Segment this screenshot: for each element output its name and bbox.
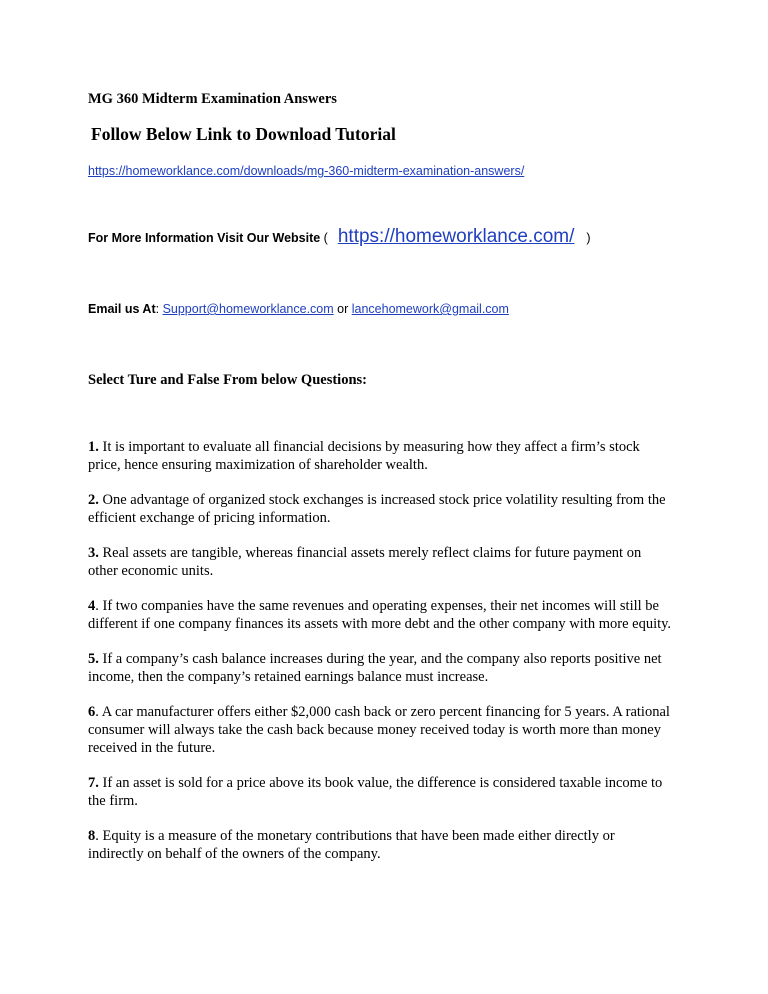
section-heading: Select Ture and False From below Questions:: [88, 372, 367, 388]
email-colon: :: [155, 302, 163, 316]
question-list: [88, 438, 673, 880]
question-number: 5.: [88, 651, 99, 667]
question-number: 7.: [88, 775, 99, 791]
info-close-paren: ): [586, 231, 591, 245]
info-line: [88, 226, 591, 248]
question-number: 4: [88, 598, 96, 614]
question-item: [88, 491, 673, 527]
question-text: One advantage of organized stock exchanges is increased stock price volatility resulting from the efficient exchange of pricing information.: [88, 492, 666, 526]
info-open-paren: (: [320, 231, 328, 245]
download-link[interactable]: https://homeworklance.com/downloads/mg-360-midterm-examination-answers/: [88, 164, 525, 178]
question-text: It is important to evaluate all financial decisions by measuring how they affect a firm’s stock price, hence ensuring maximization of shareholder wealth.: [88, 439, 640, 473]
question-text: If an asset is sold for a price above its book value, the difference is considered taxable income to the firm.: [88, 775, 663, 809]
question-item: [88, 650, 673, 686]
question-text: . If two companies have the same revenues and operating expenses, their net incomes will still be different if one company finances its assets with more debt and the other company with more equity.: [88, 598, 672, 632]
email-line: [88, 302, 509, 316]
document-title: MG 360 Midterm Examination Answers: [88, 91, 337, 107]
support-email-link[interactable]: Support@homeworklance.com: [162, 302, 334, 316]
question-item: [88, 544, 673, 580]
question-number: 2.: [88, 492, 99, 508]
question-item: [88, 827, 673, 863]
question-item: [88, 703, 673, 757]
question-text: . A car manufacturer offers either $2,000 cash back or zero percent financing for 5 years. A rational consumer will always take the cash back because money received today is worth more than money received in the future.: [88, 704, 670, 756]
question-text: Real assets are tangible, whereas financial assets merely reflect claims for future payment on other economic units.: [88, 545, 642, 579]
info-label: For More Information Visit Our Website: [88, 231, 321, 245]
question-number: 3.: [88, 545, 99, 561]
email-or-text: or: [333, 302, 352, 316]
question-number: 8: [88, 828, 96, 844]
document-subtitle: Follow Below Link to Download Tutorial: [91, 124, 396, 144]
question-item: [88, 774, 673, 810]
download-link-line: [88, 164, 524, 178]
website-link[interactable]: https://homeworklance.com/: [337, 226, 575, 247]
question-item: [88, 438, 673, 474]
question-number: 6: [88, 704, 96, 720]
question-item: [88, 597, 673, 633]
alt-email-link[interactable]: lancehomework@gmail.com: [351, 302, 509, 316]
question-number: 1.: [88, 439, 99, 455]
question-text: If a company’s cash balance increases during the year, and the company also reports positive net income, then the company’s retained earnings balance must increase.: [88, 651, 662, 685]
question-text: . Equity is a measure of the monetary contributions that have been made either directly or indirectly on behalf of the owners of the company.: [88, 828, 615, 862]
email-label: Email us At: [88, 302, 156, 316]
